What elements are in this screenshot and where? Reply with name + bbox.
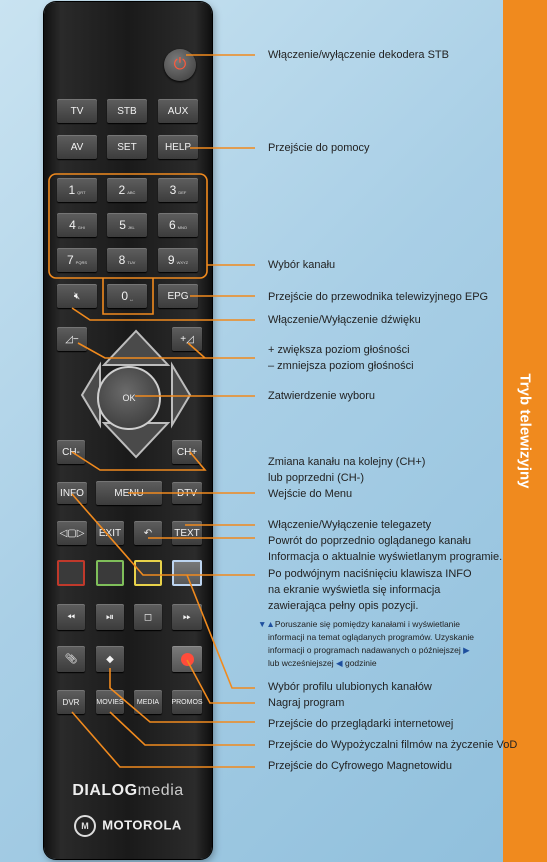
exit-button[interactable]: EXIT [96,521,124,545]
stb-button[interactable]: STB [107,99,147,123]
stop-icon: ◻ [143,611,153,623]
key-5[interactable]: 5 JKL [107,213,147,237]
annotation-channel-change: Zmiana kanału na kolejny (CH+) [268,456,426,468]
annotation-info-2: Po podwójnym naciśnięciu klawisza INFO [268,568,472,580]
motorola-logo: M MOTOROLA [44,815,212,837]
fast-forward-icon: ⏩︎ [183,611,191,623]
arrow-left-icon: ◀ [336,658,343,668]
tv-button[interactable]: TV [57,99,97,123]
volume-up-icon: +◿ [180,333,194,345]
browser-icon: ◆ [106,653,114,665]
annotation-mute: Włączenie/Wyłączenie dźwięku [268,314,421,326]
annotation-info-4: zawierająca pełny opis pozycji. [268,600,419,612]
annotation-teletext: Włączenie/Wyłączenie telegazety [268,519,432,531]
key-8[interactable]: 8 TUV [107,248,147,272]
set-button[interactable]: SET [107,135,147,159]
nav-arrows-icon: ▼▲ [258,619,275,629]
annotation-volume-down: – zmniejsza poziom głośności [268,360,414,372]
annotation-nav-1: ▼▲Poruszanie się pomiędzy kanałami i wyświetlanie [258,619,461,629]
annotation-vod: Przejście do Wypożyczalni filmów na życzenie VoD [268,739,518,751]
aspect-icon: ◁▢▷ [59,527,85,539]
mute-icon: 🔇︎ [73,290,81,302]
motorola-mark-icon: M [74,815,96,837]
help-button[interactable]: HELP [158,135,198,159]
av-button[interactable]: AV [57,135,97,159]
annotation-epg: Przejście do przewodnika telewizyjnego EPG [268,291,489,303]
power-icon: ⏻ [173,56,187,73]
annotation-web: Przejście do przeglądarki internetowej [268,718,454,730]
volume-down-icon: ◿− [65,333,79,345]
info-button[interactable]: INFO [57,482,87,504]
text-button[interactable]: TEXT [172,521,202,545]
aux-button[interactable]: AUX [158,99,198,123]
annotation-info-1: Informacja o aktualnie wyświetlanym programie. [268,551,503,563]
annotation-help: Przejście do pomocy [268,142,370,154]
play-pause-icon: ⏯︎ [106,611,114,623]
annotation-pvr: Przejście do Cyfrowego Magnetowidu [268,760,453,772]
annotation-nav-2: informacji na temat oglądanych programów. Uzyskanie [268,632,474,642]
channel-down-button[interactable]: CH- [57,440,85,464]
dialog-media-logo: DIALOGmedia [72,782,184,799]
annotation-channel: Wybór kanału [268,259,336,271]
channel-up-button[interactable]: CH+ [172,440,202,464]
annotation-channel-change-2: lub poprzedni (CH-) [268,472,364,484]
annotation-back: Powrót do poprzednio oglądanego kanału [268,535,472,547]
return-icon: ↶ [143,527,153,539]
annotation-nav-3: informacji o programach nadawanych o późniejszej ▶ [268,645,470,655]
rewind-icon: ⏪︎ [67,611,75,623]
annotation-volume-up: + zwiększa poziom głośności [268,344,410,356]
key-9[interactable]: 9 WXYZ [158,248,198,272]
key-4[interactable]: 4 GHI [57,213,97,237]
arrow-right-icon: ▶ [463,645,470,655]
key-0[interactable]: 0 ␣ [107,284,147,308]
paperclip-icon: 📎︎ [64,653,78,665]
key-6[interactable]: 6 MNO [158,213,198,237]
key-2[interactable]: 2 ABC [107,178,147,202]
movies-button[interactable]: MOVIES [96,690,124,714]
annotation-nav-4: lub wcześniejszej ◀ godzinie [268,658,377,668]
dvr-button[interactable]: DVR [57,690,85,714]
annotation-menu: Wejście do Menu [268,488,353,500]
annotation-ok: Zatwierdzenie wyboru [268,390,375,402]
annotation-info-3: na ekranie wyświetla się informacja [268,584,441,596]
promos-button[interactable]: PROMOS [172,690,202,714]
ok-button[interactable]: OK [97,366,161,430]
dtv-button[interactable]: DTV [172,482,202,504]
epg-button[interactable]: EPG [158,284,198,308]
sidebar-title: Tryb telewizyjny [516,373,534,489]
menu-button[interactable]: MENU [96,481,162,505]
key-1[interactable]: 1 QRT [57,178,97,202]
annotation-record: Nagraj program [268,697,345,709]
key-7[interactable]: 7 PQRS [57,248,97,272]
annotation-favorites: Wybór profilu ulubionych kanałów [268,681,432,693]
annotation-power: Włączenie/wyłączenie dekodera STB [268,49,449,61]
media-button[interactable]: MEDIA [134,690,162,714]
key-3[interactable]: 3 DEF [158,178,198,202]
